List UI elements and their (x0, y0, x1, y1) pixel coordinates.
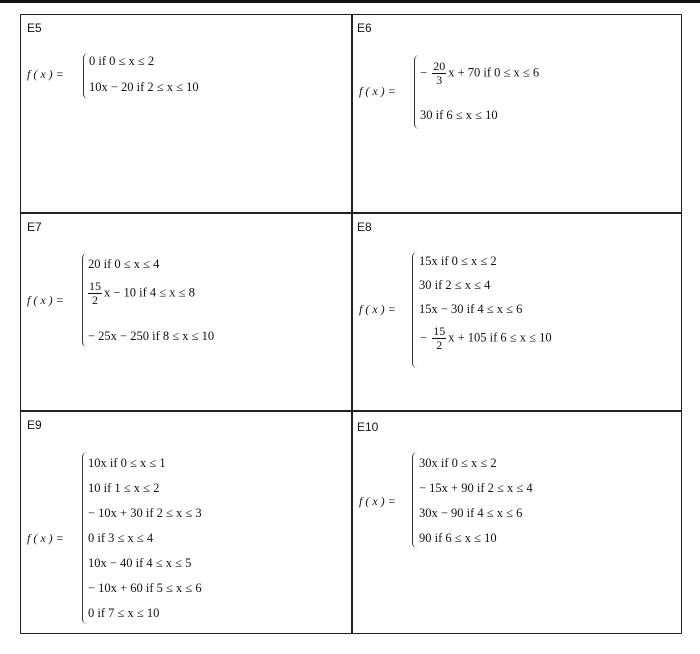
case-6: − 10x + 60 if 5 ≤ x ≤ 6 (88, 581, 202, 595)
case-1: 30x if 0 ≤ x ≤ 2 (419, 456, 497, 470)
cell-label: E7 (27, 220, 42, 234)
denominator: 2 (436, 338, 443, 352)
case-3: − 10x + 30 if 2 ≤ x ≤ 3 (88, 506, 202, 520)
cell-label: E6 (357, 21, 372, 35)
case-4: 90 if 6 ≤ x ≤ 10 (419, 531, 497, 545)
case-2: 10 if 1 ≤ x ≤ 2 (88, 481, 160, 495)
cell-label: E8 (357, 220, 372, 234)
case-1: 10x if 0 ≤ x ≤ 1 (88, 456, 166, 470)
top-border (0, 0, 700, 3)
cell-label: E10 (357, 420, 379, 434)
case-4: 0 if 3 ≤ x ≤ 4 (88, 531, 154, 545)
brace (83, 53, 88, 99)
column-divider (351, 14, 353, 634)
function-name: f ( x ) = (359, 494, 396, 508)
case-7: 0 if 7 ≤ x ≤ 10 (88, 606, 160, 620)
fraction (88, 280, 102, 307)
brace (414, 55, 419, 129)
brace (412, 452, 417, 548)
function-name: f ( x ) = (27, 293, 64, 307)
function-name: f ( x ) = (359, 302, 396, 316)
case-3: 30x − 90 if 4 ≤ x ≤ 6 (419, 506, 523, 520)
sign: − (420, 330, 428, 345)
row-divider-2 (20, 410, 682, 412)
case-1: 15x if 0 ≤ x ≤ 2 (419, 254, 497, 268)
numerator: 15 (89, 279, 101, 293)
fraction (432, 325, 446, 352)
denominator: 3 (436, 73, 443, 87)
row-divider-1 (20, 212, 682, 214)
case-1: 20 if 0 ≤ x ≤ 4 (88, 257, 160, 271)
case-rest: x − 10 if 4 ≤ x ≤ 8 (104, 285, 195, 300)
function-name: f ( x ) = (27, 531, 64, 545)
case-1: 0 if 0 ≤ x ≤ 2 (89, 54, 155, 68)
brace (82, 452, 87, 624)
case-3: − 25x − 250 if 8 ≤ x ≤ 10 (88, 329, 215, 343)
case-2: 30 if 2 ≤ x ≤ 4 (419, 278, 491, 292)
numerator: 15 (433, 324, 446, 338)
brace (412, 252, 417, 368)
numerator: 20 (433, 59, 446, 73)
cell-label: E5 (27, 21, 42, 35)
case-rest: x + 105 if 6 ≤ x ≤ 10 (448, 330, 552, 345)
denominator: 2 (92, 293, 98, 307)
case-2: 30 if 6 ≤ x ≤ 10 (420, 108, 498, 122)
function-name: f ( x ) = (359, 84, 396, 98)
case-1 (420, 60, 539, 87)
case-2: − 15x + 90 if 2 ≤ x ≤ 4 (419, 481, 533, 495)
case-3: 15x − 30 if 4 ≤ x ≤ 6 (419, 302, 523, 316)
fraction (432, 60, 446, 87)
case-5: 10x − 40 if 4 ≤ x ≤ 5 (88, 556, 192, 570)
function-name: f ( x ) = (27, 67, 64, 81)
sign: − (420, 65, 428, 80)
case-2 (86, 280, 195, 307)
case-rest: x + 70 if 0 ≤ x ≤ 6 (448, 65, 540, 80)
case-2: 10x − 20 if 2 ≤ x ≤ 10 (89, 80, 199, 94)
cell-label: E9 (27, 418, 42, 432)
case-4 (420, 325, 552, 352)
